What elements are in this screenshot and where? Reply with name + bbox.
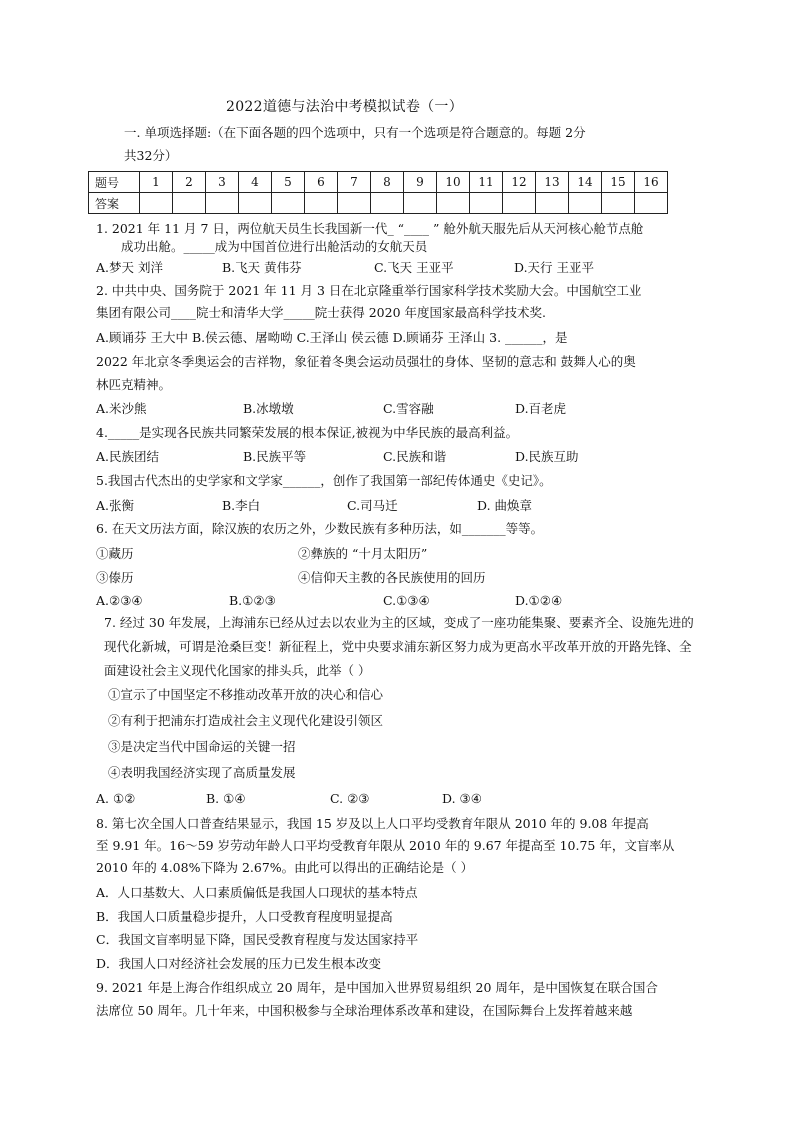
q1-option-b: B.飞天 黄伟芬 bbox=[222, 260, 302, 275]
answer-cell[interactable] bbox=[272, 193, 305, 214]
q8-option-d: D．我国人口对经济社会发展的压力已发生根本改变 bbox=[96, 956, 382, 971]
col-number: 16 bbox=[635, 172, 668, 193]
col-number: 7 bbox=[338, 172, 371, 193]
col-number: 3 bbox=[206, 172, 239, 193]
answer-cell[interactable] bbox=[437, 193, 470, 214]
section-heading-line1: 一. 单项选择题:（在下面各题的四个选项中，只有一个选项是符合题意的。每题 2分 bbox=[124, 125, 586, 140]
col-number: 12 bbox=[503, 172, 536, 193]
q9-line1: 9. 2021 年是上海合作组织成立 20 周年，是中国加入世界贸易组织 20 周年，是中国恢复在联合国合 bbox=[96, 980, 658, 995]
col-number: 11 bbox=[470, 172, 503, 193]
row-label-answer: 答案 bbox=[89, 193, 140, 214]
q3-option-a: A.米沙熊 bbox=[96, 401, 147, 416]
answer-cell[interactable] bbox=[602, 193, 635, 214]
q8-line3: 2010 年的 4.08%下降为 2.67%。由此可以得出的正确结论是（ ） bbox=[96, 860, 474, 875]
answer-table-number-row bbox=[89, 172, 668, 193]
q3-option-d: D.百老虎 bbox=[515, 401, 567, 416]
q5-line1: 5.我国古代杰出的史学家和文学家______，创作了我国第一部纪传体通史《史记》。 bbox=[96, 473, 552, 488]
q6-item2: ②彝族的 “十月太阳历” bbox=[298, 546, 428, 561]
q4-line1: 4._____是实现各民族共同繁荣发展的根本保证,被视为中华民族的最高利益。 bbox=[96, 425, 519, 440]
q7-option-c: C. ②③ bbox=[330, 791, 370, 806]
q6-option-a: A.②③④ bbox=[96, 593, 143, 608]
q7-line3: 面建设社会主义现代化国家的排头兵，此举（ ） bbox=[104, 663, 371, 678]
answer-cell[interactable] bbox=[206, 193, 239, 214]
answer-cell[interactable] bbox=[371, 193, 404, 214]
answer-cell[interactable] bbox=[173, 193, 206, 214]
q8-line2: 至 9.91 年。16～59 岁劳动年龄人口平均受教育年限从 2010 年的 9.67 年提高至 10.75 年，文盲率从 bbox=[96, 838, 675, 853]
col-number: 14 bbox=[569, 172, 602, 193]
q6-line1: 6. 在天文历法方面，除汉族的农历之外，少数民族有多种历法，如_______等等。 bbox=[96, 521, 544, 536]
col-number: 4 bbox=[239, 172, 272, 193]
q2-line2: 集团有限公司____院士和清华大学_____院士获得 2020 年度国家最高科学技术奖. bbox=[96, 305, 546, 320]
q6-item1: ①藏历 bbox=[96, 546, 134, 561]
q7-item2: ②有利于把浦东打造成社会主义现代化建设引领区 bbox=[108, 713, 384, 728]
row-label-number: 题号 bbox=[89, 172, 140, 193]
q6-option-b: B.①②③ bbox=[229, 593, 276, 608]
answer-cell[interactable] bbox=[569, 193, 602, 214]
q5-option-d: D. 曲焕章 bbox=[477, 498, 533, 513]
answer-cell[interactable] bbox=[338, 193, 371, 214]
q8-line1: 8. 第七次全国人口普查结果显示，我国 15 岁及以上人口平均受教育年限从 2010 年的 9.08 年提高 bbox=[96, 816, 649, 831]
col-number: 10 bbox=[437, 172, 470, 193]
q1-option-d: D.天行 王亚平 bbox=[514, 260, 595, 275]
q7-option-a: A. ①② bbox=[96, 791, 136, 806]
q1-option-a: A.梦天 刘洋 bbox=[96, 260, 163, 275]
q4-option-a: A.民族团结 bbox=[96, 449, 160, 464]
answer-cell[interactable] bbox=[239, 193, 272, 214]
q6-option-c: C.①③④ bbox=[383, 593, 430, 608]
q7-option-b: B. ①④ bbox=[206, 791, 246, 806]
q7-item3: ③是决定当代中国命运的关键一招 bbox=[108, 739, 296, 754]
q4-option-d: D.民族互助 bbox=[515, 449, 579, 464]
answer-table bbox=[88, 171, 668, 214]
answer-table-answer-row bbox=[89, 193, 668, 214]
q1-line1: 1. 2021 年 11 月 7 日，两位航天员生长我国新一代_ “____ ” 舱外航天服先后从天河核心舱节点舱 bbox=[96, 221, 644, 236]
answer-cell[interactable] bbox=[470, 193, 503, 214]
answer-cell[interactable] bbox=[503, 193, 536, 214]
q6-item4: ④信仰天主教的各民族使用的回历 bbox=[298, 570, 486, 585]
q3-line2: 2022 年北京冬季奥运会的吉祥物，象征着冬奥会运动员强壮的身体、坚韧的意志和 鼓舞人心的奥 bbox=[96, 354, 636, 369]
answer-cell[interactable] bbox=[635, 193, 668, 214]
q3-option-b: B.冰墩墩 bbox=[243, 401, 294, 416]
q7-line1: 7. 经过 30 年发展，上海浦东已经从过去以农业为主的区域，变成了一座功能集聚、要素齐全、设施先进的 bbox=[104, 615, 694, 630]
col-number: 6 bbox=[305, 172, 338, 193]
q9-line2: 法席位 50 周年。几十年来，中国积极参与全球治理体系改革和建设，在国际舞台上发挥着越来越 bbox=[96, 1003, 633, 1018]
col-number: 9 bbox=[404, 172, 437, 193]
answer-cell[interactable] bbox=[140, 193, 173, 214]
q4-option-b: B.民族平等 bbox=[243, 449, 307, 464]
q2-line1: 2. 中共中央、国务院于 2021 年 11 月 3 日在北京隆重举行国家科学技术奖励大会。中国航空工业 bbox=[96, 283, 642, 298]
answer-cell[interactable] bbox=[536, 193, 569, 214]
section-heading-line2: 共32分） bbox=[124, 148, 178, 163]
q7-item1: ①宣示了中国坚定不移推动改革开放的决心和信心 bbox=[108, 687, 384, 702]
q6-item3: ③傣历 bbox=[96, 570, 134, 585]
answer-cell[interactable] bbox=[305, 193, 338, 214]
q8-option-b: B．我国人口质量稳步提升，人口受教育程度明显提高 bbox=[96, 909, 393, 924]
col-number: 13 bbox=[536, 172, 569, 193]
q4-option-c: C.民族和谐 bbox=[383, 449, 447, 464]
q7-item4: ④表明我国经济实现了高质量发展 bbox=[108, 765, 296, 780]
exam-title: 2022道德与法治中考模拟试卷（一） bbox=[226, 99, 464, 115]
q3-line3: 林匹克精神。 bbox=[96, 377, 172, 392]
q3-option-c: C.雪容融 bbox=[383, 401, 434, 416]
q1-line2: 成功出舱。_____成为中国首位进行出舱活动的女航天员 bbox=[121, 239, 428, 254]
q5-option-b: B.李白 bbox=[222, 498, 261, 513]
q5-option-a: A.张衡 bbox=[96, 498, 135, 513]
answer-cell[interactable] bbox=[404, 193, 437, 214]
col-number: 15 bbox=[602, 172, 635, 193]
q1-option-c: C.飞天 王亚平 bbox=[374, 260, 454, 275]
q7-line2: 现代化新城，可谓是沧桑巨变！新征程上，党中央要求浦东新区努力成为更高水平改革开放的开路先锋、全 bbox=[104, 639, 692, 654]
col-number: 8 bbox=[371, 172, 404, 193]
q7-option-d: D. ③④ bbox=[442, 791, 482, 806]
col-number: 2 bbox=[173, 172, 206, 193]
col-number: 1 bbox=[140, 172, 173, 193]
col-number: 5 bbox=[272, 172, 305, 193]
q8-option-c: C．我国文盲率明显下降，国民受教育程度与发达国家持平 bbox=[96, 932, 419, 947]
q2-options-q3-start: A.顾诵芬 王大中 B.侯云德、屠呦呦 C.王泽山 侯云德 D.顾诵芬 王泽山 3. ______，是 bbox=[96, 330, 568, 345]
q6-option-d: D.①②④ bbox=[515, 593, 563, 608]
q5-option-c: C.司马迁 bbox=[347, 498, 398, 513]
q8-option-a: A．人口基数大、人口素质偏低是我国人口现状的基本特点 bbox=[96, 885, 418, 900]
